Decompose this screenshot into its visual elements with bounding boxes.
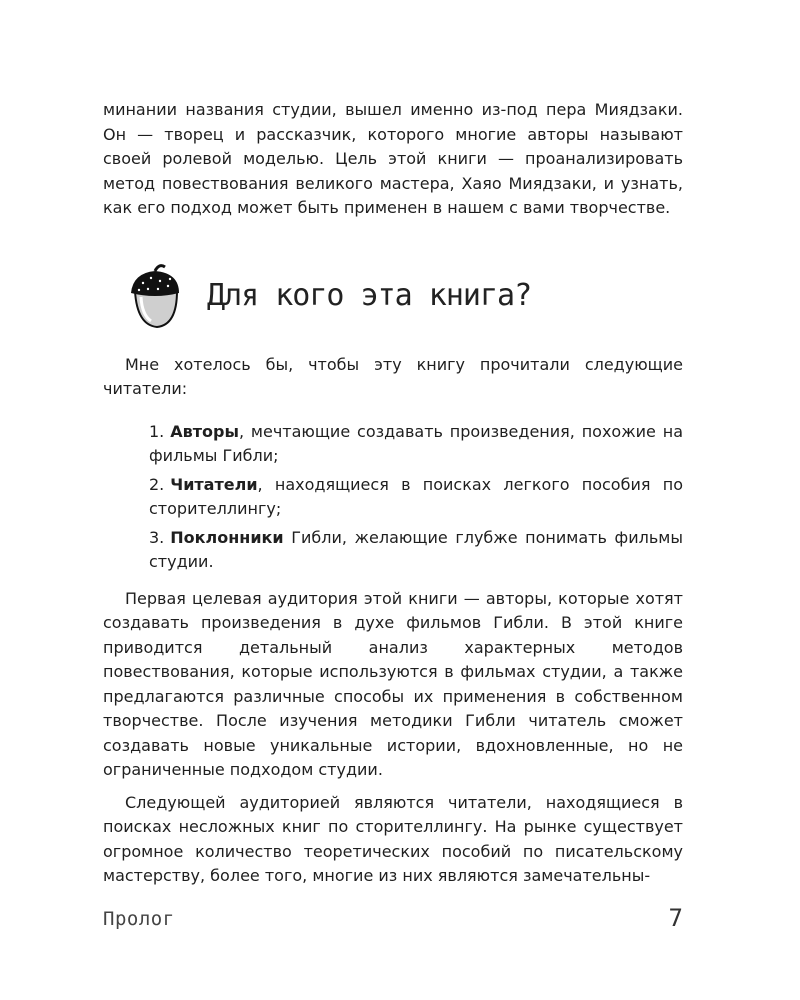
- paragraph-continued: минании названия студии, вышел именно из-под пера Миядзаки. Он — творец и рассказчик, которого многие авторы называют своей ролевой моделью. Цель этой книги — проанализировать метод повествования великого мастера, Хаяо Миядзаки, и узнать, как его подход может быть применен в нашем с вами творчестве.: [103, 100, 683, 217]
- list-item: 1. Авторы, мечтающие создавать произведения, похожие на фильмы Гибли;: [149, 421, 683, 465]
- paragraph: Следующей аудиторией являются читатели, находящиеся в поисках несложных книг по сторителлингу. На рынке существует огромное количество теоретических пособий по писательскому мастерству, более того, многие из них являются замечательны-: [103, 792, 683, 885]
- running-footer-section: Пролог: [103, 908, 175, 930]
- audience-list: [149, 420, 683, 575]
- section-title: Для кого эта книга?: [207, 278, 532, 313]
- list-item: 3. Поклонники Гибли, желающие глубже понимать фильмы студии.: [149, 527, 683, 571]
- paragraph: Первая целевая аудитория этой книги — авторы, которые хотят создавать произведения в духе фильмов Гибли. В этой книге приводится детальный анализ характерных методов повествования, которые используются в фильмах студии, а также предлагаются различные способы их применения в собственном творчестве. После изучения методики Гибли читатель сможет создавать новые уникальные истории, вдохновленные, но не ограниченные подходом студии.: [103, 588, 683, 779]
- intro-paragraph: Мне хотелось бы, чтобы эту книгу прочитали следующие читатели:: [103, 354, 683, 398]
- list-item: 2. Читатели, находящиеся в поисках легкого пособия по сторителлингу;: [149, 474, 683, 518]
- page-number: 7: [668, 904, 683, 932]
- page-content: [103, 98, 683, 889]
- acorn-icon: [127, 261, 183, 331]
- section-heading: [127, 261, 683, 331]
